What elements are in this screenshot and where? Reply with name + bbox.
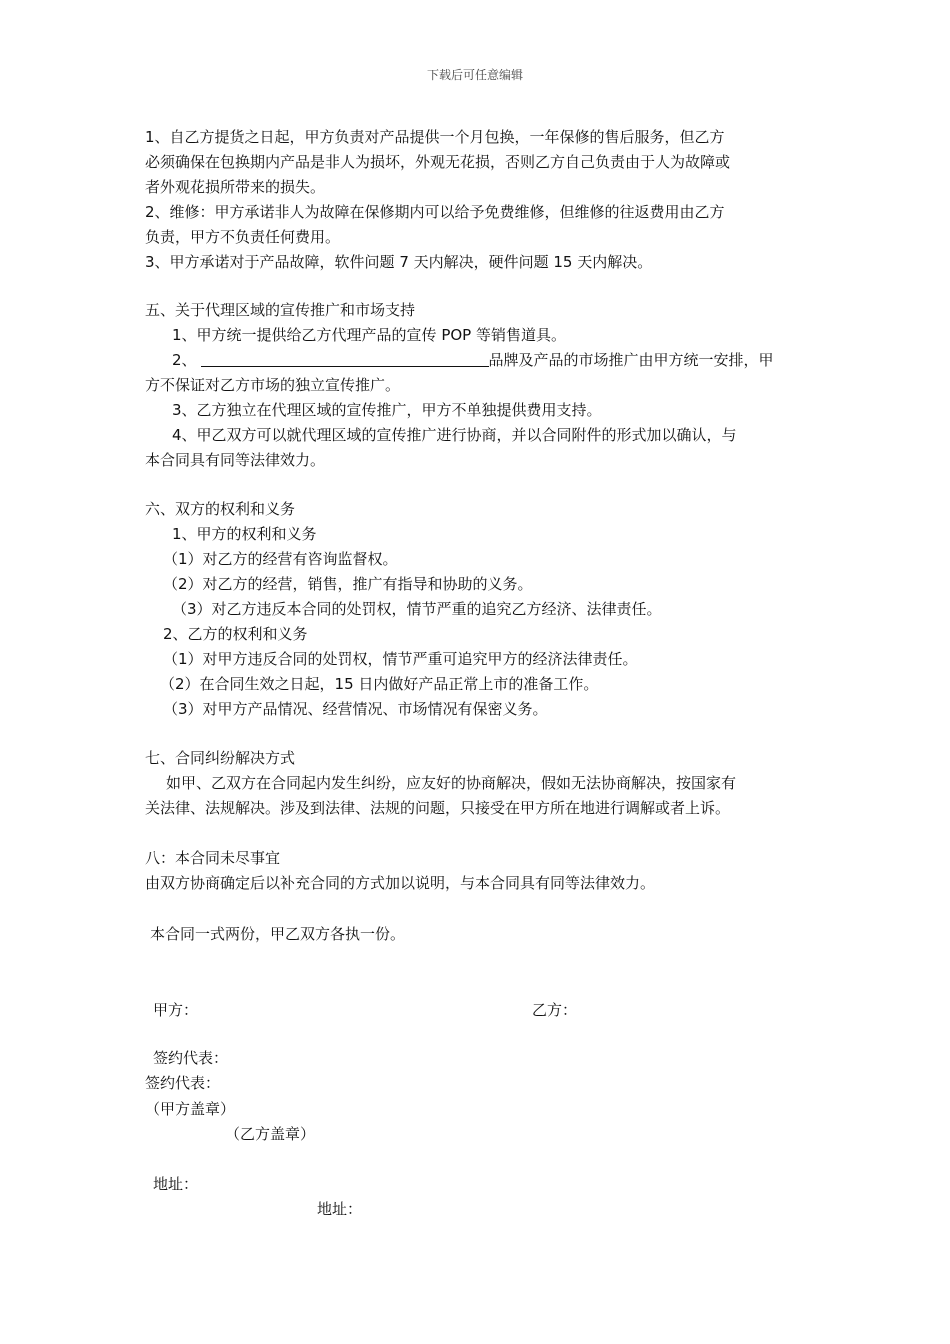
copies-note: 本合同一式两份，甲乙双方各执一份。 xyxy=(150,925,406,943)
section-7-text-2: 关法律、法规解决。涉及到法律、法规的问题，只接受在甲方所在地进行调解或者上诉。 xyxy=(145,799,731,817)
section-5-item-1: 1、甲方统一提供给乙方代理产品的宣传 POP 等销售道具。 xyxy=(172,326,566,344)
party-a-address-label: 地址： xyxy=(153,1175,199,1193)
section-6-sub-2: 2、乙方的权利和义务 xyxy=(163,625,308,643)
blank-field xyxy=(201,350,489,367)
section-6-heading: 六、双方的权利和义务 xyxy=(145,500,296,518)
section-6-2-item-2: （2）在合同生效之日起，15 日内做好产品正常上市的准备工作。 xyxy=(160,675,599,693)
section-7-heading: 七、合同纠纷解决方式 xyxy=(145,749,296,767)
section-6-2-item-3: （3）对甲方产品情况、经营情况、市场情况有保密义务。 xyxy=(163,700,548,718)
section-7-text-1: 如甲、乙双方在合同起内发生纠纷，应友好的协商解决，假如无法协商解决，按国家有 xyxy=(166,774,737,792)
party-b-address-label: 地址： xyxy=(317,1200,363,1218)
section-6-1-item-2: （2）对乙方的经营，销售，推广有指导和协助的义务。 xyxy=(163,575,533,593)
section-5-item-2-cont: 方不保证对乙方市场的独立宣传推广。 xyxy=(145,376,401,394)
section-5-item-3: 3、乙方独立在代理区域的宣传推广，甲方不单独提供费用支持。 xyxy=(172,401,602,419)
party-a-rep-label: 签约代表： xyxy=(153,1049,229,1067)
page-header-note: 下载后可任意编辑 xyxy=(426,68,523,82)
clause-3: 3、甲方承诺对于产品故障，软件问题 7 天内解决，硬件问题 15 天内解决。 xyxy=(145,253,653,271)
section-6-1-item-3: （3）对乙方违反本合同的处罚权，情节严重的追究乙方经济、法律责任。 xyxy=(172,600,662,618)
section-5-heading: 五、关于代理区域的宣传推广和市场支持 xyxy=(145,301,416,319)
section-6-sub-1: 1、甲方的权利和义务 xyxy=(172,525,317,543)
party-a-seal: （甲方盖章） xyxy=(145,1100,236,1118)
section-5-item-4-cont: 本合同具有同等法律效力。 xyxy=(145,451,326,469)
party-b-seal: （乙方盖章） xyxy=(225,1125,316,1143)
party-b-label: 乙方： xyxy=(532,1001,578,1019)
clause-2-line-2: 负责，甲方不负责任何费用。 xyxy=(145,228,341,246)
section-6-1-item-1: （1）对乙方的经营有咨询监督权。 xyxy=(163,550,398,568)
clause-1-line-3: 者外观花损所带来的损失。 xyxy=(145,178,326,196)
section-8-text: 由双方协商确定后以补充合同的方式加以说明，与本合同具有同等法律效力。 xyxy=(145,874,656,892)
party-b-rep-label: 签约代表： xyxy=(145,1074,221,1092)
clause-1-line-1: 1、自乙方提货之日起，甲方负责对产品提供一个月包换，一年保修的售后服务，但乙方 xyxy=(145,128,725,146)
clause-2-line-1: 2、维修：甲方承诺非人为故障在保修期内可以给予免费维修，但维修的往返费用由乙方 xyxy=(145,203,725,221)
section-5-item-2-text: 品牌及产品的市场推广由甲方统一安排，甲 xyxy=(488,351,774,369)
section-5-item-2 xyxy=(172,348,774,373)
section-5-item-4: 4、甲乙双方可以就代理区域的宣传推广进行协商，并以合同附件的形式加以确认，与 xyxy=(172,426,737,444)
item-2-prefix: 2、 xyxy=(172,351,197,369)
section-6-2-item-1: （1）对甲方违反合同的处罚权，情节严重可追究甲方的经济法律责任。 xyxy=(163,650,638,668)
clause-1-line-2: 必须确保在包换期内产品是非人为损坏，外观无花损，否则乙方自己负责由于人为故障或 xyxy=(145,153,731,171)
section-8-heading: 八：本合同未尽事宜 xyxy=(145,849,281,867)
party-a-label: 甲方： xyxy=(153,1001,199,1019)
